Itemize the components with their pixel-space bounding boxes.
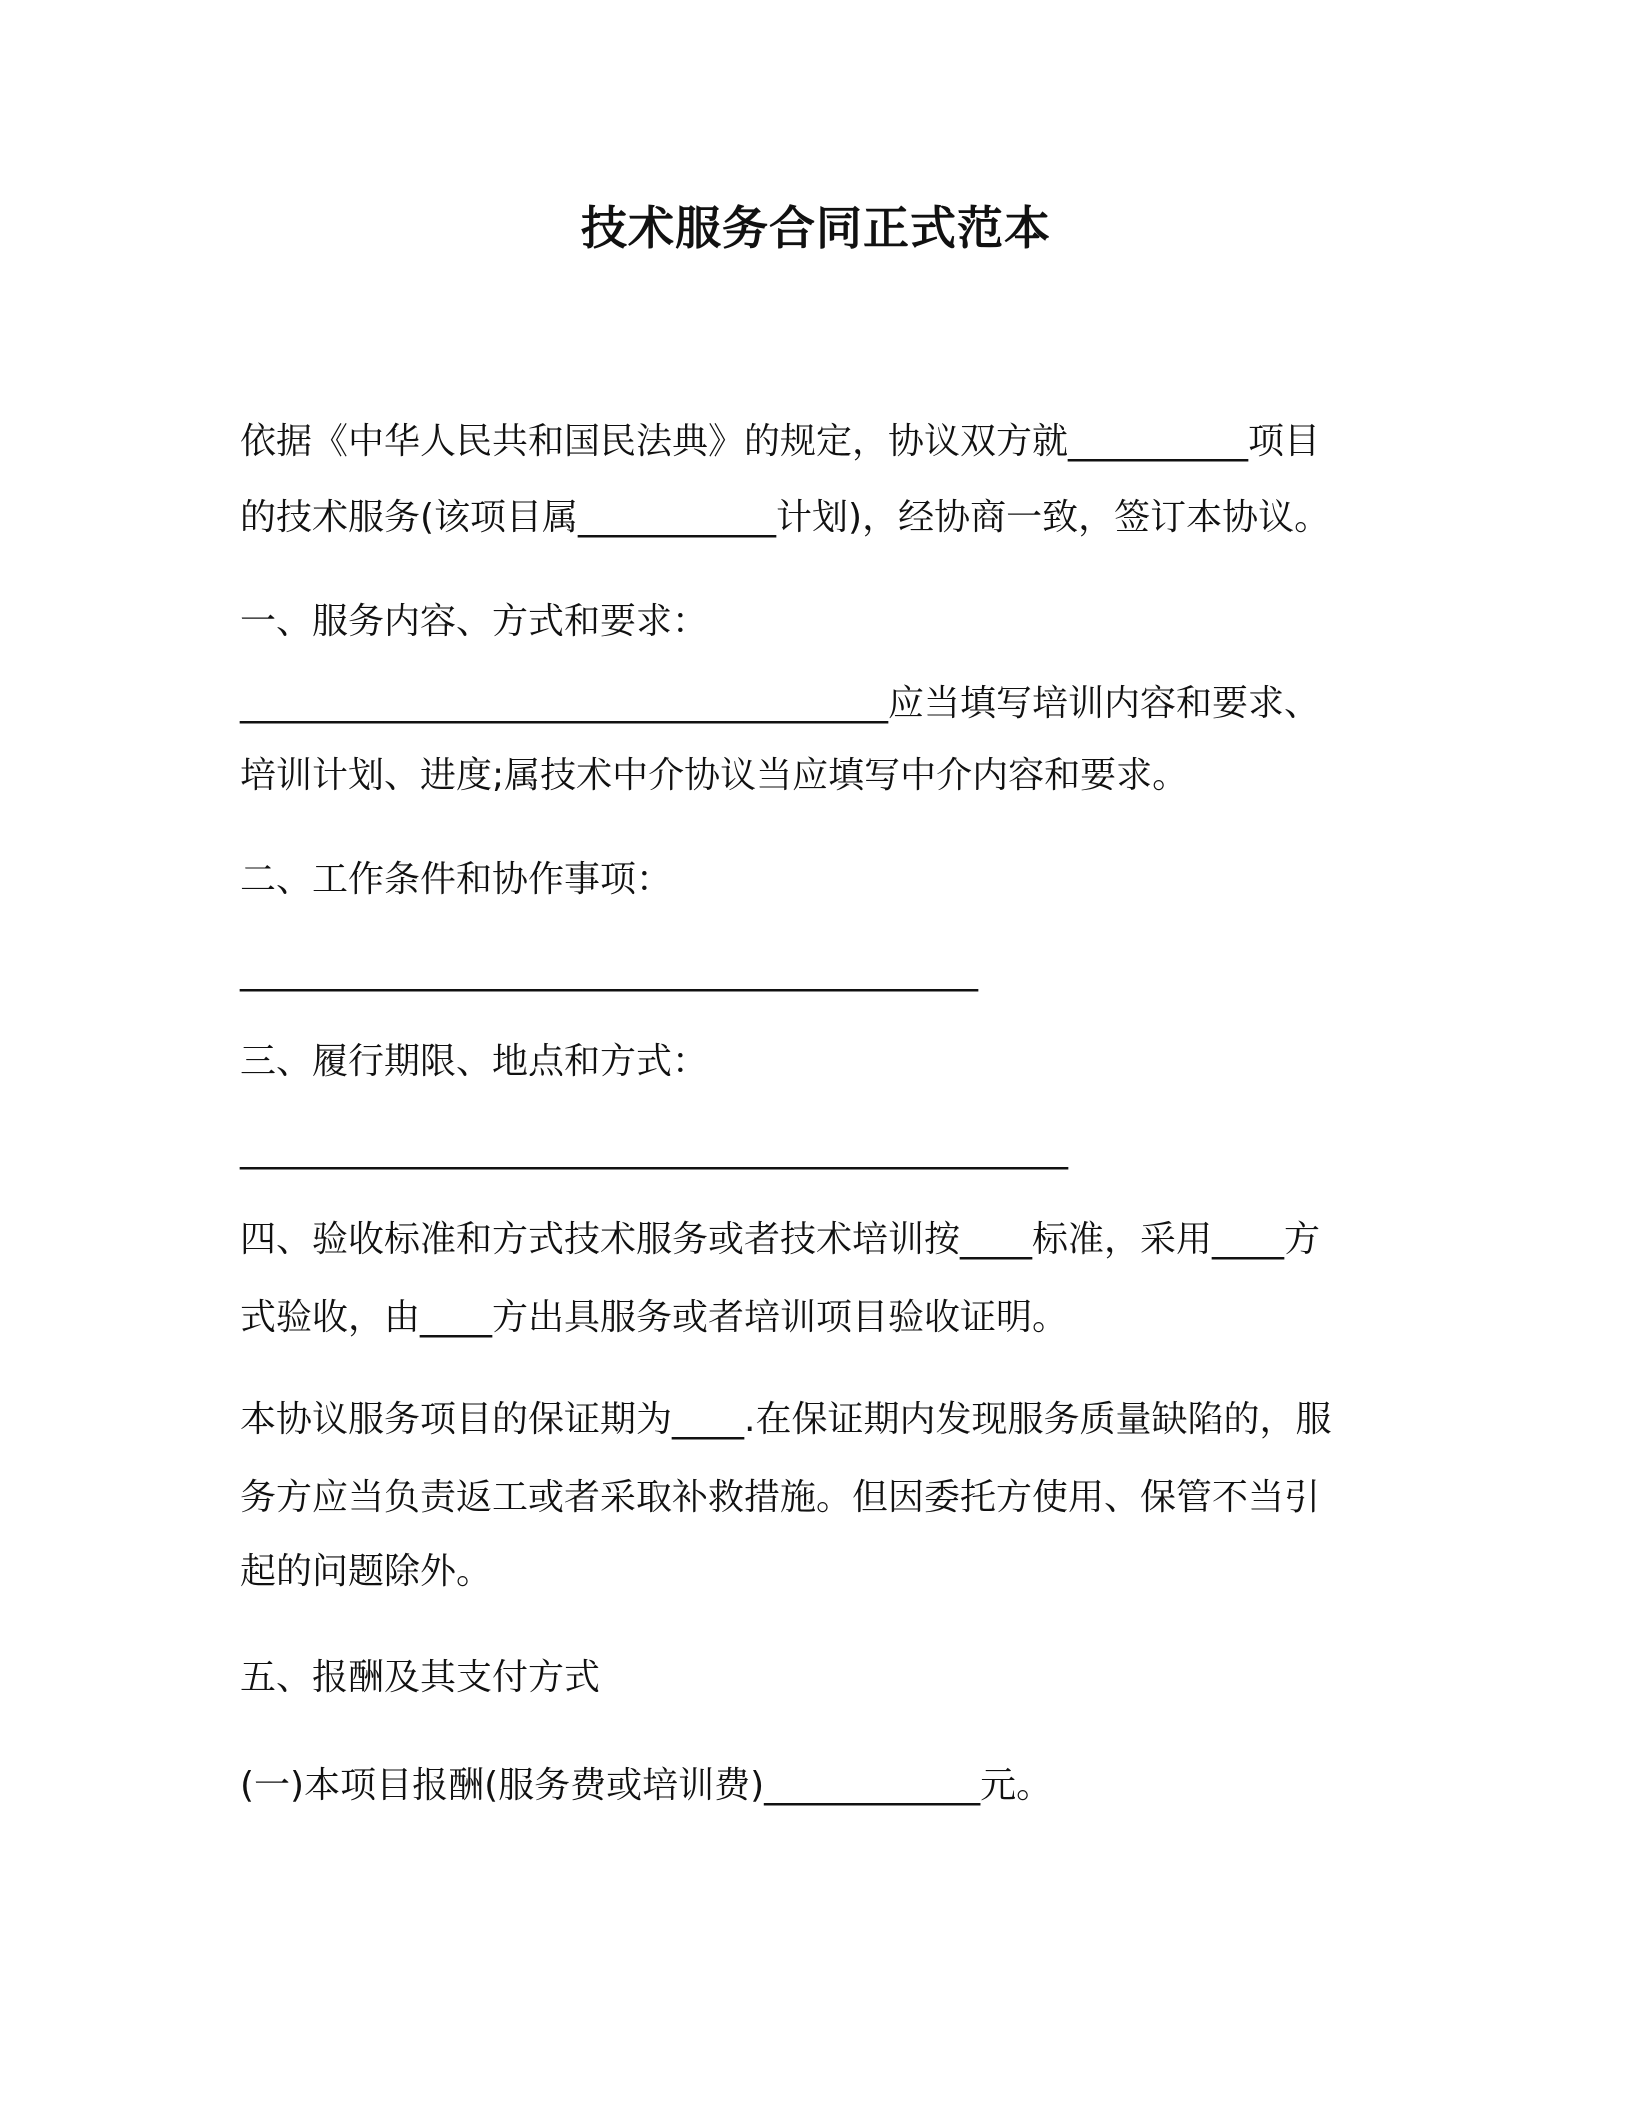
section-3-heading: 三、履行期限、地点和方式： xyxy=(240,1041,709,1082)
section-5-item-1: (一)本项目报酬(服务费或培训费)____________元。 xyxy=(240,1765,1053,1806)
warranty-line-2: 务方应当负责返工或者采取补救措施。但因委托方使用、保管不当引 xyxy=(240,1477,1321,1518)
intro-line-1: 依据《中华人民共和国民法典》的规定，协议双方就__________项目 xyxy=(240,421,1321,462)
section-1-body-line-2: 培训计划、进度;属技术中介协议当应填写中介内容和要求。 xyxy=(240,755,1189,796)
section-1-heading: 一、服务内容、方式和要求： xyxy=(240,601,709,642)
section-4-line-2: 式验收，由____方出具服务或者培训项目验收证明。 xyxy=(240,1297,1069,1338)
section-4-line-1: 四、验收标准和方式技术服务或者技术培训按____标准，采用____方 xyxy=(240,1219,1321,1260)
section-3-blank-line: ______________________________________________ xyxy=(240,1129,1068,1170)
intro-line-2: 的技术服务(该项目属___________计划)，经协商一致，签订本协议。 xyxy=(240,497,1331,538)
section-5-heading: 五、报酬及其支付方式 xyxy=(240,1657,601,1698)
warranty-line-1: 本协议服务项目的保证期为____.在保证期内发现服务质量缺陷的，服 xyxy=(240,1399,1332,1440)
section-1-body-line-1: ____________________________________应当填写培训内容和要求、 xyxy=(240,683,1321,724)
section-2-blank-line: _________________________________________ xyxy=(240,951,978,992)
section-2-heading: 二、工作条件和协作事项： xyxy=(240,859,673,900)
warranty-line-3: 起的问题除外。 xyxy=(240,1551,493,1592)
document-title: 技术服务合同正式范本 xyxy=(581,201,1051,255)
